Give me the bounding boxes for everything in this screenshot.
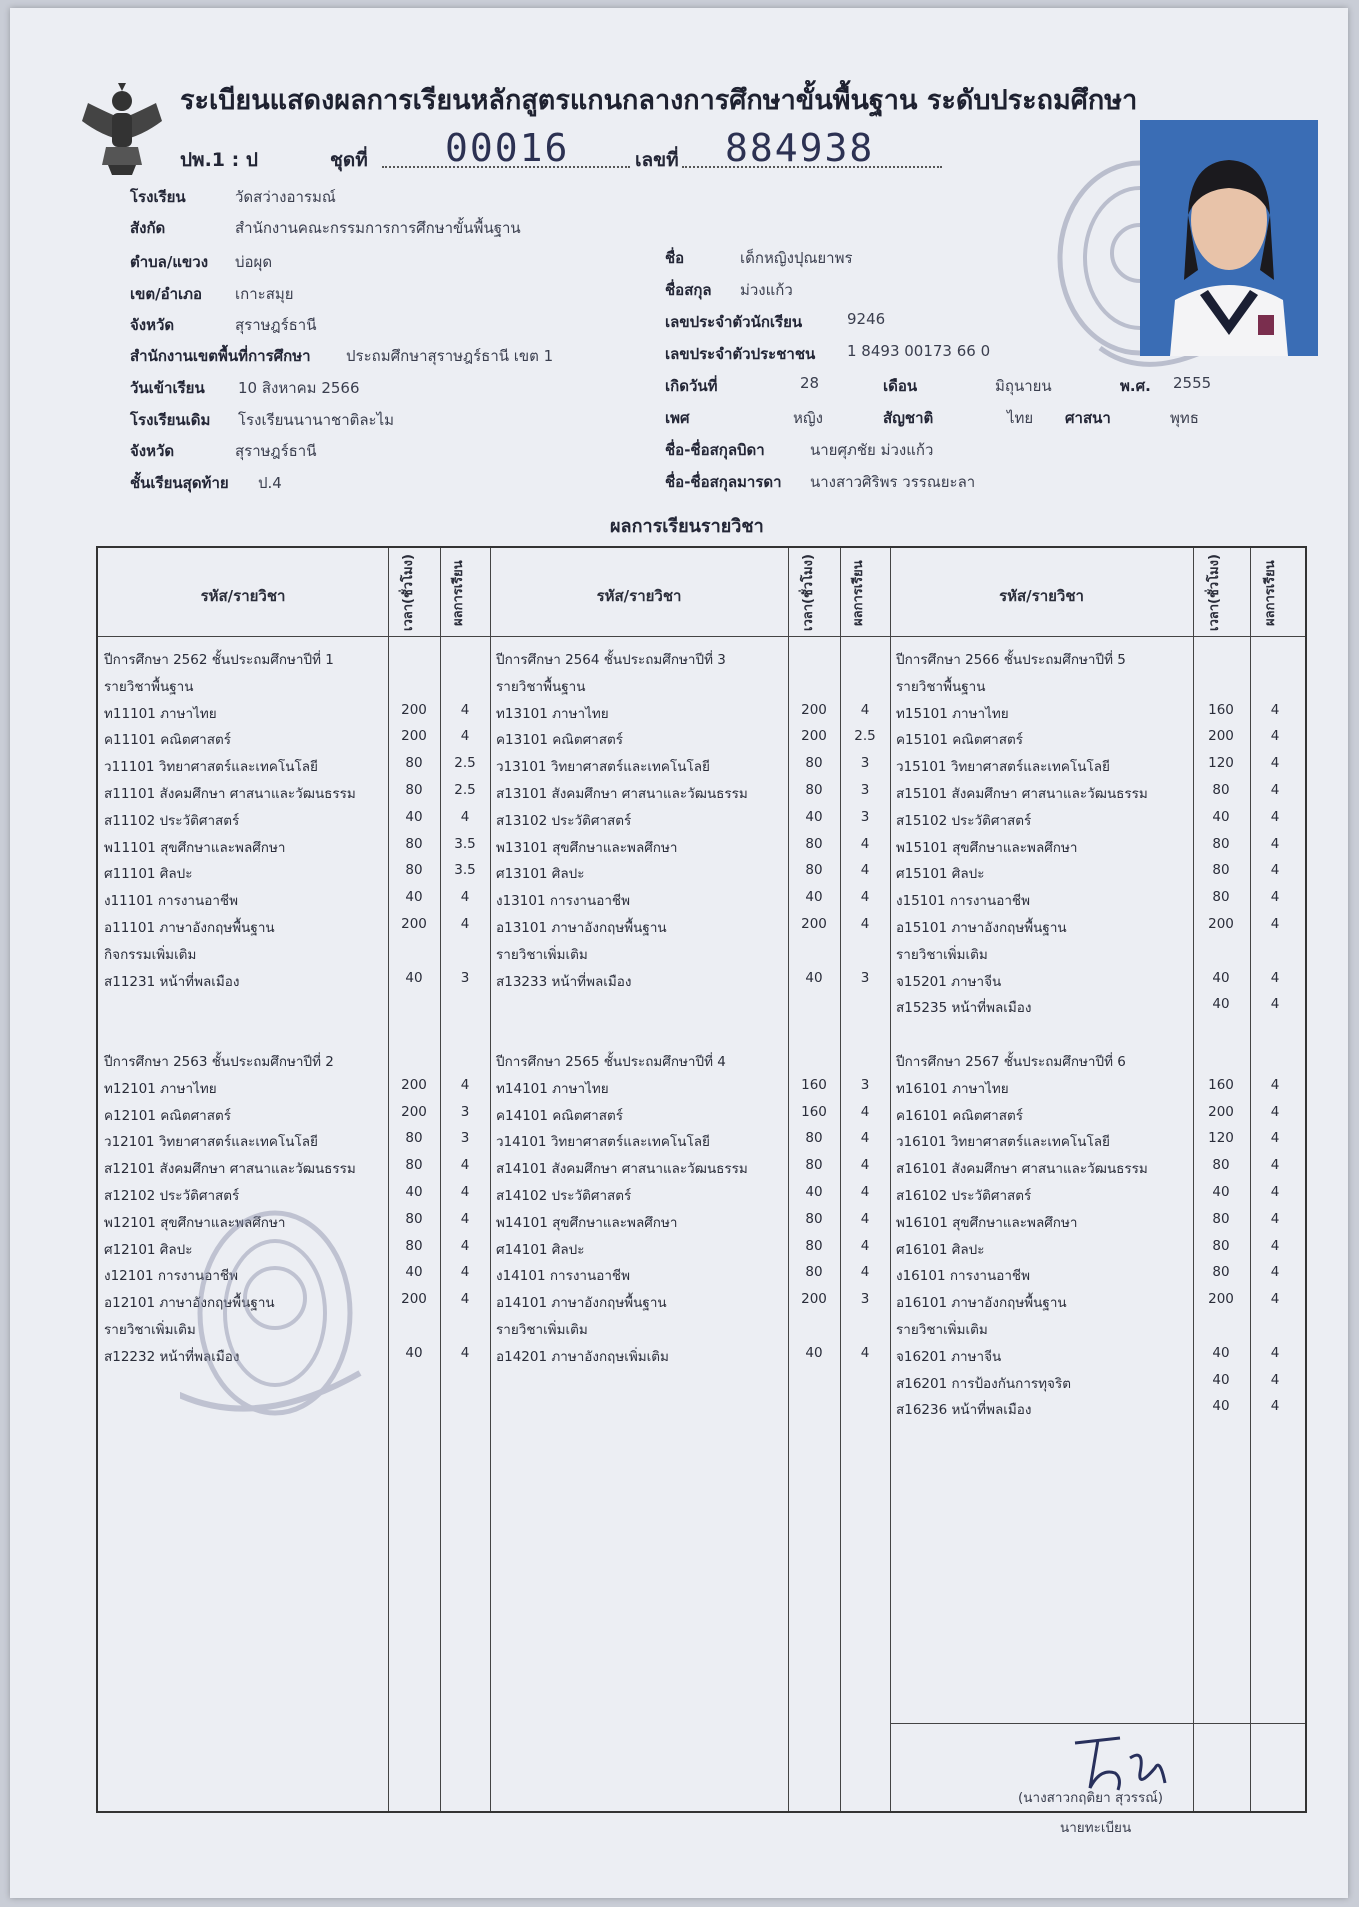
subject-row-grade: 4	[860, 916, 870, 932]
subject-row-hours: 40	[1212, 1371, 1230, 1388]
subject-row-text: ค14101 คณิตศาสตร์	[496, 1107, 623, 1124]
subject-row-text: จ16201 ภาษาจีน	[896, 1348, 1002, 1365]
subject-row-hours: 80	[805, 1130, 823, 1147]
subject-row-hours: 80	[1212, 862, 1230, 879]
subject-row-hours: 80	[805, 1157, 823, 1174]
subject-row-text: ค16101 คณิตศาสตร์	[896, 1107, 1023, 1124]
subject-row-text: ค15101 คณิตศาสตร์	[896, 732, 1023, 749]
subject-row-hours: 80	[1212, 835, 1230, 852]
subject-row-text: ส15101 สังคมศึกษา ศาสนาและวัฒนธรรม	[896, 786, 1148, 802]
subject-row-hours: 80	[1212, 1237, 1230, 1254]
subject-row-grade: 4	[1270, 782, 1280, 798]
subdistrict-value: บ่อผุด	[235, 253, 273, 271]
subject-row-hours: 160	[1208, 701, 1234, 718]
subject-row-text: ส11101 สังคมศึกษา ศาสนาและวัฒนธรรม	[104, 786, 356, 802]
subject-row-grade: 4	[1270, 1291, 1280, 1308]
subject-row-grade: 3	[460, 1130, 470, 1147]
subject-row-text: ส16101 สังคมศึกษา ศาสนาและวัฒนธรรม	[896, 1161, 1148, 1178]
subject-row-text: ปีการศึกษา 2564 ชั้นประถมศึกษาปีที่ 3	[496, 652, 726, 668]
subject-row-text: ศ15101 ศิลปะ	[896, 866, 985, 883]
subject-row-text: พ15101 สุขศึกษาและพลศึกษา	[896, 839, 1078, 856]
mother-label: ชื่อ-ชื่อสกุลมารดา	[665, 473, 782, 491]
subject-row-grade: 4	[1270, 1398, 1280, 1415]
subject-row-grade: 4	[460, 808, 470, 825]
nationality-value: ไทย	[1007, 409, 1034, 427]
header-hours-col3: เวลา(ชั่วโมง)	[1207, 554, 1222, 632]
subject-row-text: ค12101 คณิตศาสตร์	[104, 1107, 231, 1124]
subject-row-grade: 4	[1270, 1371, 1280, 1388]
registrar-signature	[1060, 1728, 1190, 1798]
subject-row-grade: 3.5	[454, 835, 476, 852]
subject-row-grade: 4	[860, 1344, 870, 1361]
subject-row-grade: 4	[1270, 1157, 1280, 1174]
subject-row-text: พ14101 สุขศึกษาและพลศึกษา	[496, 1214, 678, 1231]
birth-year-value: 2555	[1173, 374, 1212, 392]
subject-row-hours: 80	[1212, 782, 1230, 798]
subject-row-text: ส13233 หน้าที่พลเมือง	[496, 973, 632, 990]
subject-row-text: รายวิชาพื้นฐาน	[104, 678, 194, 695]
subject-row-grade: 3	[460, 969, 470, 986]
subject-row-grade: 4	[1270, 835, 1280, 852]
subject-row-text: ท15101 ภาษาไทย	[896, 705, 1009, 722]
subject-row-text: พ11101 สุขศึกษาและพลศึกษา	[104, 839, 286, 856]
subject-row-hours: 80	[805, 1237, 823, 1254]
subject-row-grade: 4	[1270, 1344, 1280, 1361]
subject-row-text: ว14101 วิทยาศาสตร์และเทคโนโลยี	[496, 1134, 710, 1151]
subject-row-text: ส16201 การป้องกันการทุจริต	[896, 1375, 1071, 1392]
subject-row-text: ปีการศึกษา 2567 ชั้นประถมศึกษาปีที่ 6	[896, 1054, 1126, 1070]
subject-row-text: อ14201 ภาษาอังกฤษเพิ่มเติม	[496, 1348, 669, 1365]
subject-row-text: รายวิชาเพิ่มเติม	[896, 1322, 988, 1338]
subject-row-text: ง16101 การงานอาชีพ	[896, 1268, 1030, 1285]
subject-row-hours: 80	[1212, 1264, 1230, 1281]
birth-day-label: เกิดวันที่	[665, 377, 718, 395]
subject-row-hours: 80	[805, 755, 823, 772]
subject-row-text: อ16101 ภาษาอังกฤษพื้นฐาน	[896, 1295, 1067, 1312]
subject-row-grade: 4	[460, 1076, 470, 1093]
district-value: เกาะสมุย	[235, 285, 294, 303]
subject-row-hours: 40	[805, 808, 823, 825]
subject-row-grade: 4	[1270, 701, 1280, 718]
subject-row-grade: 4	[860, 1264, 870, 1281]
surname-label: ชื่อสกุล	[665, 281, 712, 299]
subject-row-text: ปีการศึกษา 2566 ชั้นประถมศึกษาปีที่ 5	[896, 652, 1126, 668]
subject-row-text: ค11101 คณิตศาสตร์	[104, 732, 231, 749]
header-hours-col1: เวลา(ชั่วโมง)	[401, 554, 416, 632]
subject-row-text: รายวิชาเพิ่มเติม	[496, 1322, 588, 1338]
entry-date-value: 10 สิงหาคม 2566	[238, 379, 360, 397]
subject-row-text: ศ13101 ศิลปะ	[496, 866, 585, 883]
subject-row-grade: 4	[1270, 1076, 1280, 1093]
subject-row-text: ศ12101 ศิลปะ	[104, 1241, 193, 1258]
subject-row-text: ส16236 หน้าที่พลเมือง	[896, 1402, 1032, 1419]
subject-row-hours: 200	[401, 728, 427, 745]
previous-school-value: โรงเรียนนานาชาติละไม	[238, 411, 395, 429]
subject-row-grade: 4	[860, 701, 870, 718]
prev-province-label: จังหวัด	[130, 442, 175, 460]
subject-row-grade: 4	[1270, 755, 1280, 772]
subject-row-hours: 80	[405, 782, 423, 798]
subject-row-text: อ15101 ภาษาอังกฤษพื้นฐาน	[896, 920, 1067, 936]
subject-row-hours: 40	[1212, 1344, 1230, 1361]
subject-row-grade: 4	[460, 1291, 470, 1308]
birth-month-value: มิถุนายน	[995, 377, 1052, 395]
subject-row-text: รายวิชาพื้นฐาน	[896, 678, 986, 695]
subject-row-text: ท16101 ภาษาไทย	[896, 1080, 1009, 1097]
district-label: เขต/อำเภอ	[130, 285, 203, 303]
subject-row-grade: 3	[860, 1076, 870, 1093]
subject-row-text: พ12101 สุขศึกษาและพลศึกษา	[104, 1214, 286, 1231]
subject-row-hours: 40	[405, 808, 423, 825]
table-title: ผลการเรียนรายวิชา	[610, 516, 764, 537]
birth-year-label: พ.ศ.	[1120, 377, 1151, 395]
affiliation-value: สำนักงานคณะกรรมการการศึกษาขั้นพื้นฐาน	[235, 219, 521, 237]
subject-row-grade: 4	[1270, 1130, 1280, 1147]
registrar-title: นายทะเบียน	[1060, 1820, 1132, 1836]
subject-row-grade: 4	[860, 889, 870, 906]
subject-row-grade: 4	[460, 1157, 470, 1174]
document-title: ระเบียนแสดงผลการเรียนหลักสูตรแกนกลางการศึกษาขั้นพื้นฐาน ระดับประถมศึกษา	[180, 85, 1138, 116]
number-label: เลขที่	[635, 149, 679, 171]
subject-row-hours: 200	[401, 701, 427, 718]
birth-day-value: 28	[800, 374, 820, 392]
subject-row-hours: 200	[401, 1103, 427, 1120]
subject-row-grade: 4	[860, 1130, 870, 1147]
subject-row-hours: 200	[801, 728, 827, 745]
subject-row-hours: 40	[805, 1344, 823, 1361]
subject-row-grade: 4	[460, 1210, 470, 1227]
subject-row-text: ส15102 ประวัติศาสตร์	[896, 812, 1032, 829]
doc-number: 884938	[725, 126, 875, 170]
subject-row-text: อ12101 ภาษาอังกฤษพื้นฐาน	[104, 1295, 275, 1312]
surname-value: ม่วงแก้ว	[740, 281, 793, 299]
subject-row-text: ส14102 ประวัติศาสตร์	[496, 1188, 632, 1204]
subject-row-text: ท14101 ภาษาไทย	[496, 1080, 609, 1097]
religion-label: ศาสนา	[1065, 409, 1111, 427]
subject-row-text: ท11101 ภาษาไทย	[104, 705, 217, 722]
subject-row-grade: 4	[860, 1210, 870, 1227]
subject-row-hours: 40	[1212, 996, 1230, 1013]
subject-row-text: ท13101 ภาษาไทย	[496, 705, 609, 722]
subject-row-grade: 3	[460, 1103, 470, 1120]
subject-row-text: จ15201 ภาษาจีน	[896, 973, 1002, 990]
subject-row-grade: 4	[460, 728, 470, 745]
sex-label: เพศ	[665, 409, 690, 427]
subject-row-grade: 4	[460, 1264, 470, 1281]
subject-row-grade: 4	[460, 1344, 470, 1361]
subject-row-hours: 120	[1208, 1130, 1234, 1147]
set-label: ชุดที่	[330, 149, 368, 171]
name-label: ชื่อ	[665, 249, 685, 267]
subject-row-hours: 80	[805, 835, 823, 852]
subject-row-grade: 4	[460, 1237, 470, 1254]
subject-row-grade: 4	[1270, 1264, 1280, 1281]
subject-row-text: ง15101 การงานอาชีพ	[896, 893, 1030, 910]
subject-row-grade: 2.5	[854, 728, 876, 745]
mother-value: นางสาวศิริพร วรรณยะลา	[810, 473, 976, 491]
subject-row-hours: 80	[405, 755, 423, 772]
subject-row-text: ศ14101 ศิลปะ	[496, 1241, 585, 1258]
subject-row-grade: 4	[1270, 1237, 1280, 1254]
subject-row-hours: 160	[801, 1103, 827, 1120]
subject-row-hours: 80	[805, 1210, 823, 1227]
subject-row-text: พ16101 สุขศึกษาและพลศึกษา	[896, 1214, 1078, 1231]
subject-row-text: ส12101 สังคมศึกษา ศาสนาและวัฒนธรรม	[104, 1161, 356, 1178]
father-label: ชื่อ-ชื่อสกุลบิดา	[665, 441, 765, 459]
subject-row-hours: 120	[1208, 755, 1234, 772]
subject-row-hours: 80	[405, 1237, 423, 1254]
subject-row-text: ว16101 วิทยาศาสตร์และเทคโนโลยี	[896, 1134, 1110, 1151]
subject-row-hours: 160	[801, 1076, 827, 1093]
subject-row-text: ปีการศึกษา 2563 ชั้นประถมศึกษาปีที่ 2	[104, 1054, 334, 1070]
area-office-value: ประถมศึกษาสุราษฎร์ธานี เขต 1	[346, 347, 554, 365]
subject-row-grade: 4	[460, 916, 470, 932]
subject-row-hours: 160	[1208, 1076, 1234, 1093]
header-grade-col2: ผลการเรียน	[851, 560, 866, 626]
subject-row-grade: 4	[1270, 1184, 1280, 1200]
subject-row-hours: 80	[805, 782, 823, 798]
registrar-name: (นางสาวกฤติยา สุวรรณ์)	[1018, 1790, 1164, 1806]
subject-row-grade: 4	[860, 1237, 870, 1254]
subject-row-hours: 40	[405, 1184, 423, 1200]
subject-row-hours: 40	[805, 1184, 823, 1200]
subject-row-hours: 40	[1212, 969, 1230, 986]
subject-row-text: ส13102 ประวัติศาสตร์	[496, 812, 632, 829]
sex-value: หญิง	[793, 409, 823, 427]
last-grade-label: ชั้นเรียนสุดท้าย	[130, 474, 229, 492]
school-seal-bottom-icon	[180, 1203, 370, 1453]
subject-row-hours: 80	[405, 862, 423, 879]
subject-row-grade: 4	[860, 1103, 870, 1120]
subject-row-text: ส16102 ประวัติศาสตร์	[896, 1188, 1032, 1204]
subject-row-hours: 80	[1212, 889, 1230, 906]
subject-row-hours: 40	[805, 969, 823, 986]
subject-row-hours: 80	[405, 1130, 423, 1147]
subject-row-text: ว11101 วิทยาศาสตร์และเทคโนโลยี	[104, 759, 318, 776]
student-id-value: 9246	[847, 310, 886, 328]
prev-province-value: สุราษฎร์ธานี	[235, 442, 317, 460]
subject-row-grade: 2.5	[454, 755, 476, 772]
subject-row-text: รายวิชาพื้นฐาน	[496, 678, 586, 695]
previous-school-label: โรงเรียนเดิม	[130, 411, 211, 429]
nationality-label: สัญชาติ	[883, 409, 934, 427]
subject-row-grade: 4	[1270, 1103, 1280, 1120]
subject-row-grade: 4	[1270, 862, 1280, 879]
subject-row-grade: 4	[860, 862, 870, 879]
subject-row-grade: 3	[860, 782, 870, 798]
transcript-paper	[10, 8, 1348, 1898]
set-number: 00016	[445, 126, 570, 170]
subject-row-grade: 4	[860, 1157, 870, 1174]
student-photo	[1140, 120, 1318, 356]
header-grade-col3: ผลการเรียน	[1263, 560, 1278, 626]
subject-row-hours: 200	[1208, 728, 1234, 745]
subject-row-grade: 3	[860, 808, 870, 825]
national-id-value: 1 8493 00173 66 0	[847, 342, 991, 360]
subject-row-grade: 4	[1270, 916, 1280, 932]
subject-row-hours: 200	[801, 701, 827, 718]
subject-row-hours: 200	[401, 1291, 427, 1308]
school-value: วัดสว่างอารมณ์	[235, 188, 336, 206]
subject-row-grade: 2.5	[454, 782, 476, 798]
subject-row-text: รายวิชาเพิ่มเติม	[896, 946, 988, 963]
subject-row-text: ศ16101 ศิลปะ	[896, 1241, 985, 1258]
subject-row-hours: 80	[1212, 1210, 1230, 1227]
subject-row-hours: 80	[405, 1210, 423, 1227]
subject-row-hours: 80	[805, 862, 823, 879]
subject-row-hours: 200	[801, 1291, 827, 1308]
subject-row-text: ส15235 หน้าที่พลเมือง	[896, 1000, 1032, 1017]
subject-row-grade: 3.5	[454, 862, 476, 879]
subject-row-text: ส12232 หน้าที่พลเมือง	[104, 1348, 240, 1365]
subject-row-grade: 4	[1270, 889, 1280, 906]
subject-row-grade: 4	[1270, 1210, 1280, 1227]
subject-row-grade: 3	[860, 969, 870, 986]
subject-row-text: กิจกรรมเพิ่มเติม	[104, 946, 197, 963]
subject-row-text: ว15101 วิทยาศาสตร์และเทคโนโลยี	[896, 759, 1110, 776]
subject-row-hours: 200	[401, 1076, 427, 1093]
subject-row-hours: 80	[1212, 1157, 1230, 1174]
birth-month-label: เดือน	[883, 377, 918, 395]
area-office-label: สำนักงานเขตพื้นที่การศึกษา	[130, 347, 311, 365]
subject-row-text: พ13101 สุขศึกษาและพลศึกษา	[496, 839, 678, 856]
subject-row-text: ปีการศึกษา 2562 ชั้นประถมศึกษาปีที่ 1	[104, 652, 334, 668]
subject-row-text: ส14101 สังคมศึกษา ศาสนาและวัฒนธรรม	[496, 1161, 748, 1178]
header-grade-col1: ผลการเรียน	[451, 560, 466, 626]
subject-row-text: ส11231 หน้าที่พลเมือง	[104, 973, 240, 990]
subject-row-hours: 40	[405, 1344, 423, 1361]
subject-row-text: อ14101 ภาษาอังกฤษพื้นฐาน	[496, 1295, 667, 1312]
header-subject-col3: รหัส/รายวิชา	[999, 587, 1084, 605]
subject-row-text: ศ11101 ศิลปะ	[104, 866, 193, 883]
subject-row-grade: 4	[460, 889, 470, 906]
subject-row-text: ท12101 ภาษาไทย	[104, 1080, 217, 1097]
subject-row-text: ว12101 วิทยาศาสตร์และเทคโนโลยี	[104, 1134, 318, 1151]
subject-row-grade: 4	[1270, 808, 1280, 825]
national-id-label: เลขประจำตัวประชาชน	[665, 345, 816, 363]
subject-row-text: ส11102 ประวัติศาสตร์	[104, 812, 240, 829]
subject-row-hours: 40	[1212, 1398, 1230, 1415]
subject-row-text: ง11101 การงานอาชีพ	[104, 893, 238, 910]
province-label: จังหวัด	[130, 316, 175, 334]
subject-row-hours: 40	[805, 889, 823, 906]
results-table	[96, 546, 1307, 1836]
subject-row-text: รายวิชาเพิ่มเติม	[104, 1322, 196, 1338]
province-value: สุราษฎร์ธานี	[235, 316, 317, 334]
subject-row-text: ง13101 การงานอาชีพ	[496, 893, 630, 910]
subject-row-hours: 40	[405, 1264, 423, 1281]
subject-row-hours: 40	[1212, 1184, 1230, 1200]
garuda-emblem-icon	[78, 83, 166, 175]
name-value: เด็กหญิงปุณยาพร	[740, 249, 853, 267]
subject-row-hours: 200	[1208, 916, 1234, 932]
subject-row-hours: 80	[805, 1264, 823, 1281]
subject-row-grade: 4	[460, 1184, 470, 1200]
subject-row-text: ส12102 ประวัติศาสตร์	[104, 1188, 240, 1204]
affiliation-label: สังกัด	[130, 219, 166, 237]
subject-row-grade: 3	[860, 1291, 870, 1308]
student-id-label: เลขประจำตัวนักเรียน	[665, 313, 803, 331]
subject-row-grade: 4	[1270, 728, 1280, 745]
subject-row-text: ง12101 การงานอาชีพ	[104, 1268, 238, 1285]
subject-row-hours: 80	[405, 835, 423, 852]
last-grade-value: ป.4	[258, 474, 282, 492]
subject-row-text: อ13101 ภาษาอังกฤษพื้นฐาน	[496, 920, 667, 936]
religion-value: พุทธ	[1170, 409, 1199, 427]
father-value: นายศุภชัย ม่วงแก้ว	[810, 441, 934, 459]
entry-date-label: วันเข้าเรียน	[130, 379, 205, 397]
subject-row-hours: 80	[405, 1157, 423, 1174]
subject-row-grade: 4	[460, 701, 470, 718]
school-label: โรงเรียน	[130, 188, 186, 206]
header-subject-col1: รหัส/รายวิชา	[200, 587, 286, 605]
subject-row-hours: 200	[1208, 1103, 1234, 1120]
header-subject-col2: รหัส/รายวิชา	[596, 587, 682, 605]
subject-row-text: อ11101 ภาษาอังกฤษพื้นฐาน	[104, 920, 275, 936]
form-code: ปพ.1 : ป	[180, 149, 258, 171]
subdistrict-label: ตำบล/แขวง	[130, 253, 209, 271]
subject-row-grade: 3	[860, 755, 870, 772]
subject-row-grade: 4	[860, 835, 870, 852]
subject-row-hours: 200	[801, 916, 827, 932]
header-hours-col2: เวลา(ชั่วโมง)	[801, 554, 816, 632]
subject-row-text: ส13101 สังคมศึกษา ศาสนาและวัฒนธรรม	[496, 786, 748, 802]
subject-row-text: ปีการศึกษา 2565 ชั้นประถมศึกษาปีที่ 4	[496, 1054, 726, 1070]
subject-row-grade: 4	[1270, 996, 1280, 1013]
subject-row-text: ค13101 คณิตศาสตร์	[496, 732, 623, 749]
subject-row-hours: 200	[1208, 1291, 1234, 1308]
subject-row-hours: 200	[401, 916, 427, 932]
subject-row-grade: 4	[1270, 969, 1280, 986]
subject-row-hours: 40	[405, 889, 423, 906]
subject-row-hours: 40	[405, 969, 423, 986]
subject-row-text: รายวิชาเพิ่มเติม	[496, 946, 588, 963]
subject-row-text: ว13101 วิทยาศาสตร์และเทคโนโลยี	[496, 759, 710, 776]
subject-row-grade: 4	[860, 1184, 870, 1200]
subject-row-text: ง14101 การงานอาชีพ	[496, 1268, 630, 1285]
subject-row-hours: 40	[1212, 808, 1230, 825]
